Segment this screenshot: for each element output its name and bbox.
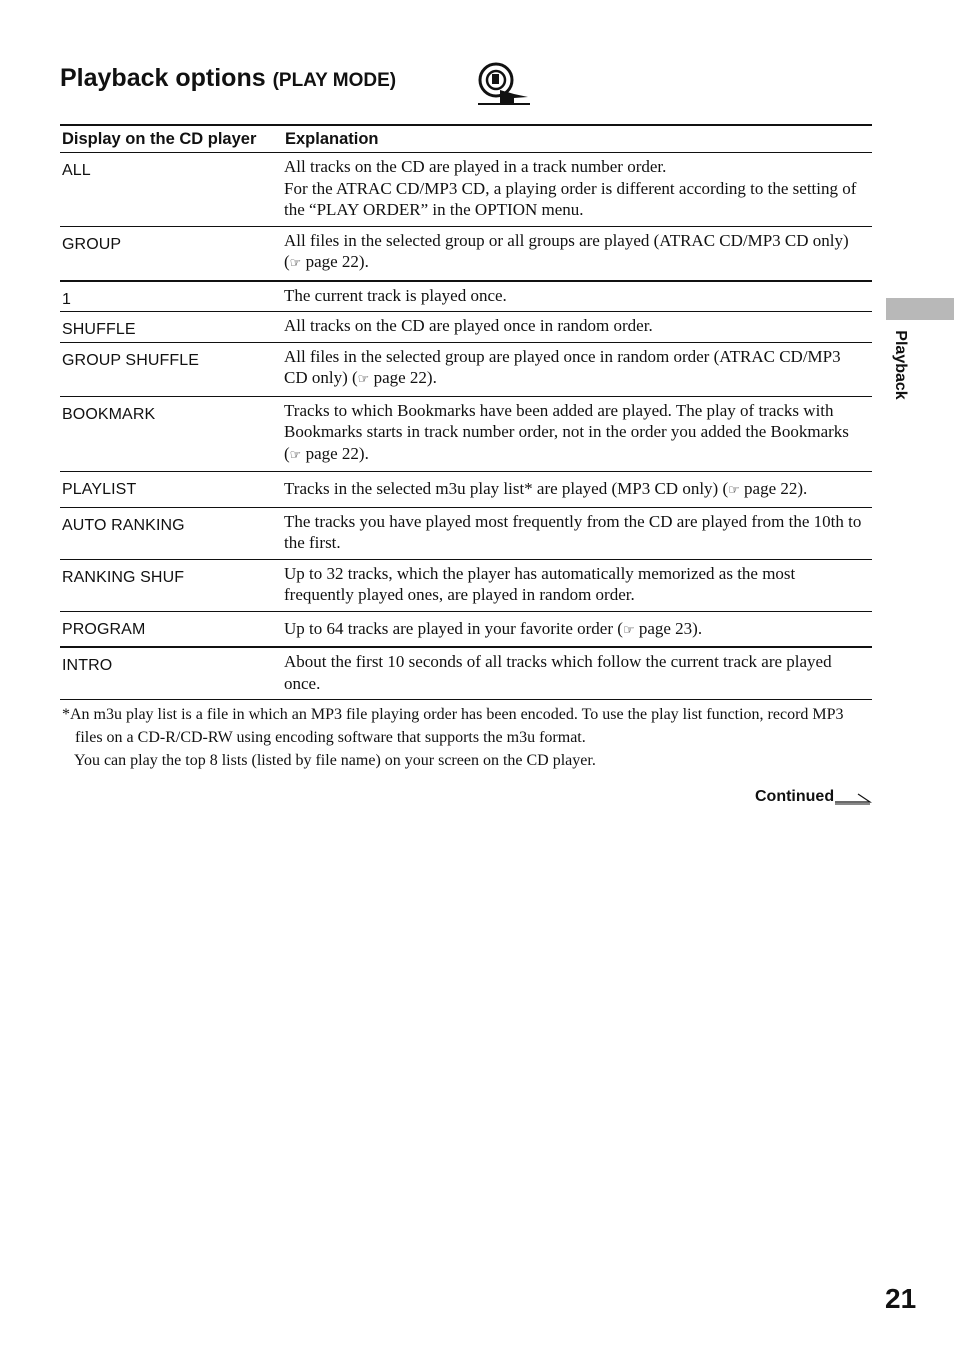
page-number: 21 xyxy=(885,1283,917,1314)
explanation-text: All files in the selected group or all groups are played (ATRAC CD/MP3 CD only) ( xyxy=(284,230,849,271)
explanation-text: Tracks in the selected m3u play list* are played (MP3 CD only) ( xyxy=(284,479,729,498)
display-cell: PROGRAM xyxy=(60,611,283,647)
display-cell: GROUP xyxy=(60,226,283,281)
pointing-hand-icon: ☞ xyxy=(289,256,302,271)
footnote-mark: * xyxy=(62,706,70,723)
table-row xyxy=(60,472,872,508)
footnote-text: An m3u play list is a file in which an MP3 file playing order has been encoded. To use the play list function, record MP3 files on a CD-R/CD-RW using encoding software that supports the m3u format. xyxy=(70,706,844,746)
table-row xyxy=(60,153,872,227)
explanation-cell: About the first 10 seconds of all tracks which follow the current track are played once. xyxy=(283,647,872,700)
explanation-cell: All tracks on the CD are played once in random order. xyxy=(283,312,872,343)
page-reference: page 22). xyxy=(305,443,369,463)
display-cell: GROUP SHUFFLE xyxy=(60,342,283,396)
play-mode-table xyxy=(60,124,872,700)
display-cell: PLAYLIST xyxy=(60,472,283,508)
pointing-hand-icon: ☞ xyxy=(289,447,302,463)
display-cell: RANKING SHUF xyxy=(60,559,283,611)
page-reference: page 22). xyxy=(744,479,808,498)
pointing-hand-icon: ☞ xyxy=(357,372,370,387)
column-header-display: Display on the CD player xyxy=(60,125,283,153)
explanation-cell xyxy=(283,342,872,396)
title-main: Playback options xyxy=(60,64,266,92)
footnote-text: You can play the top 8 lists (listed by file name) on your screen on the CD player. xyxy=(74,752,596,769)
explanation-text: All tracks on the CD are played in a track number order. xyxy=(284,157,667,176)
explanation-text: For the ATRAC CD/MP3 CD, a playing order is different according to the setting of the “PLAY ORDER” in the OPTION menu. xyxy=(284,178,857,219)
explanation-cell xyxy=(283,472,872,508)
display-cell: BOOKMARK xyxy=(60,396,283,472)
table-row xyxy=(60,226,872,281)
page-reference: page 23). xyxy=(638,618,703,638)
footnote-line xyxy=(62,704,862,749)
table-row xyxy=(60,611,872,647)
title-subtitle: (PLAY MODE) xyxy=(272,70,397,91)
explanation-cell: The tracks you have played most frequently from the CD are played from the 10th to the first. xyxy=(283,507,872,559)
table-row xyxy=(60,559,872,611)
continued-arrow-icon xyxy=(834,790,872,806)
explanation-cell xyxy=(283,226,872,281)
table-row xyxy=(60,507,872,559)
explanation-cell: Up to 32 tracks, which the player has automatically memorized as the most frequently played ones, are played in random order. xyxy=(283,559,872,611)
explanation-cell xyxy=(283,396,872,472)
explanation-cell xyxy=(283,153,872,227)
table-row xyxy=(60,281,872,312)
explanation-text: All files in the selected group are played once in random order (ATRAC CD/MP3 CD only) ( xyxy=(284,346,841,387)
explanation-text: Up to 64 tracks are played in your favorite order ( xyxy=(284,618,623,638)
display-cell: 1 xyxy=(60,281,283,312)
table-row xyxy=(60,312,872,343)
table-row xyxy=(60,342,872,396)
explanation-cell xyxy=(283,611,872,647)
section-tab xyxy=(886,298,954,320)
table-row xyxy=(60,647,872,700)
explanation-text: Tracks to which Bookmarks have been added are played. The play of tracks with Bookmarks starts in track number order, not in the order you added the Bookmarks ( xyxy=(284,400,849,463)
pointing-hand-icon: ☞ xyxy=(728,483,740,498)
play-mode-icon xyxy=(476,60,530,108)
column-header-explanation: Explanation xyxy=(283,125,872,153)
explanation-cell: The current track is played once. xyxy=(283,281,872,312)
page-reference: page 22). xyxy=(373,368,437,387)
pointing-hand-icon: ☞ xyxy=(622,622,635,638)
page-reference: page 22). xyxy=(305,252,369,271)
footnote xyxy=(62,704,862,773)
display-cell: ALL xyxy=(60,153,283,227)
display-cell: AUTO RANKING xyxy=(60,507,283,559)
display-cell: INTRO xyxy=(60,647,283,700)
continued-label: Continued xyxy=(755,788,835,805)
table-header-row xyxy=(60,125,872,153)
page-title xyxy=(60,66,396,91)
display-cell: SHUFFLE xyxy=(60,312,283,343)
section-tab-label: Playback xyxy=(892,330,909,400)
footnote-line xyxy=(62,750,862,773)
table-row xyxy=(60,396,872,472)
